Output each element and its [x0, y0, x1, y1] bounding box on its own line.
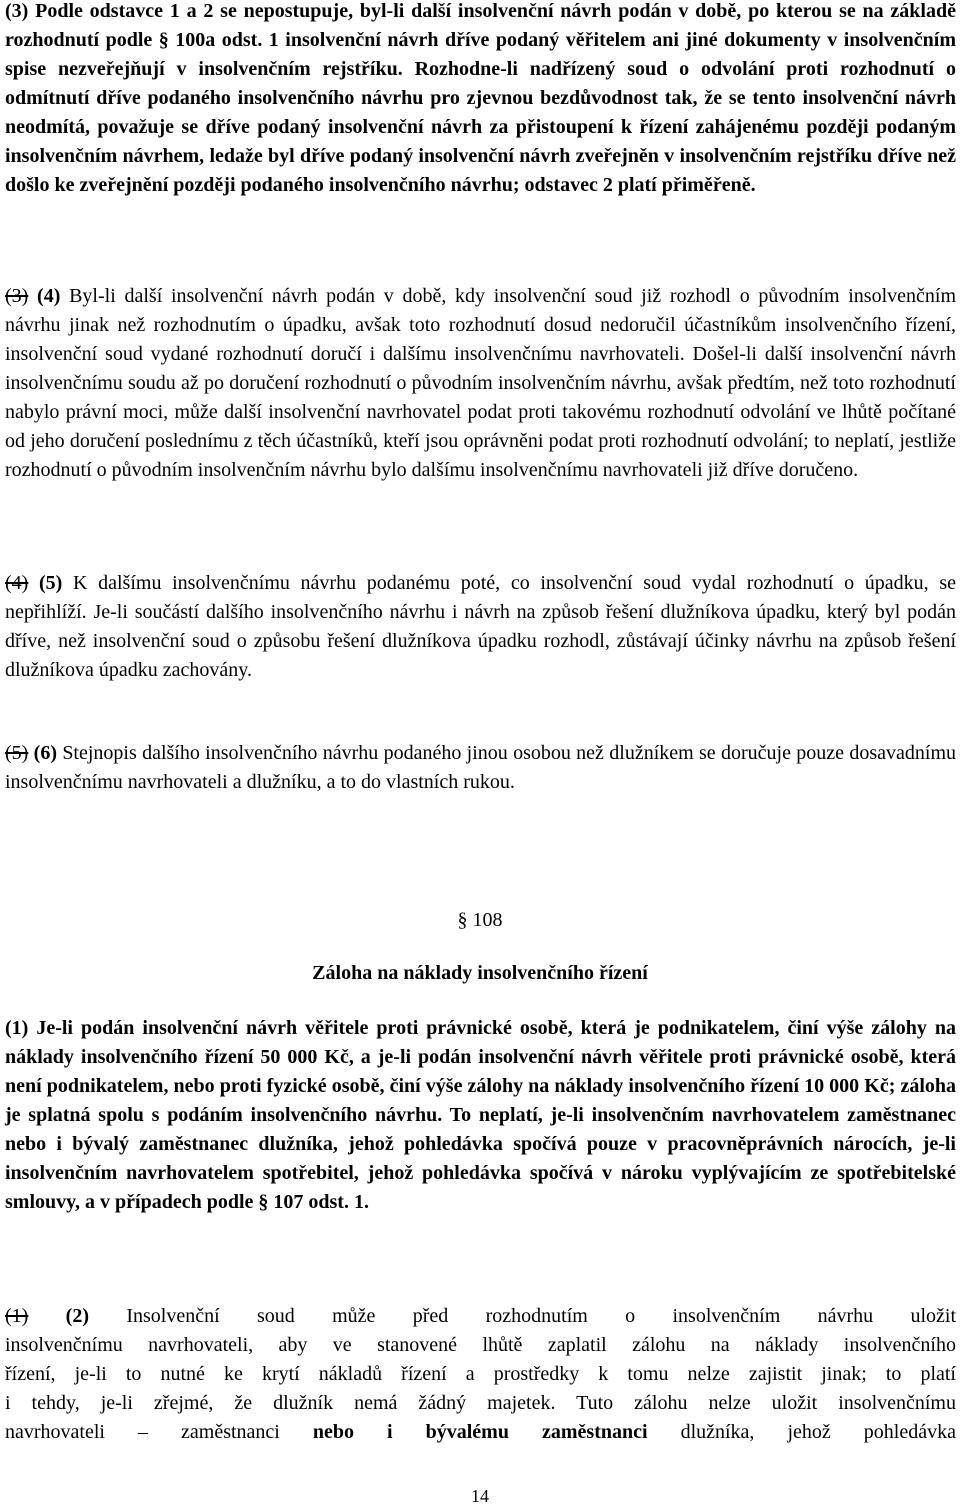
section-title: Záloha na náklady insolvenčního řízení [312, 962, 648, 984]
paragraph-6-text: Stejnopis dalšího insolvenčního návrhu podaného jinou osobou než dlužníkem se doručuje pouze dosavadnímu insolvenčnímu navrhovateli a dlužníku, a to do vlastních rukou. [5, 742, 957, 793]
section-108-paragraph-2 [5, 1302, 956, 1447]
new-number-2: (2) [65, 1305, 89, 1327]
paragraph-6 [5, 739, 956, 797]
paragraph-2-inserted-text: nebo i bývalému zaměstnanci [312, 1421, 648, 1443]
paragraph-2-line [5, 1302, 956, 1331]
old-number-3: (3) [5, 285, 29, 307]
paragraph-5 [5, 569, 956, 685]
paragraph-3-deleted: (3) Podle odstavce 1 a 2 se nepostupuje, byl-li další insolvenční návrh podán v době, po kterou se na základě rozhodnutí podle § 100a odst. 1 insolvenční návrh dříve podaný věřitelem ani jiné dokumenty v insolvenčním spise nezveřejňují v insolvenčním rejstříku. Rozhodne-li nadřízený soud o odvolání proti rozhodnutí o odmítnutí dříve podaného insolvenčního návrhu pro zjevnou bezdůvodnost tak, že se tento insolvenční návrh neodmítá, považuje se dříve podaný insolvenční návrh za přistoupení k řízení zahájenému později podaným insolvenčním návrhem, ledaže byl dříve podaný insolvenční návrh zveřejněn v insolvenčním rejstříku dříve než došlo ke zveřejnění později podaného insolvenčního návrhu; odstavec 2 platí přiměřeně. [5, 0, 956, 196]
old-number-5: (5) [5, 742, 29, 764]
paragraph-4-text: Byl-li další insolvenční návrh podán v době, kdy insolvenční soud již rozhodl o původním insolvenčním návrhu jinak než rozhodnutím o úpadku, avšak toto rozhodnutí dosud nedoručil účastníkům insolvenčního řízení, insolvenční soud vydané rozhodnutí doručí i dalšímu insolvenčnímu navrhovateli. Došel-li další insolvenční návrh insolvenčnímu soudu až po doručení rozhodnutí o původním insolvenčním návrhu, avšak předtím, než toto rozhodnutí nabylo právní moci, může další insolvenční navrhovatel podat proti takovému rozhodnutí odvolání ve lhůtě počítané od jeho doručení poslednímu z těch účastníků, kteří jsou oprávněni podat proti rozhodnutí odvolání; to neplatí, jestliže rozhodnutí o původním insolvenčním návrhu bylo dalšímu insolvenčnímu navrhovateli již dříve doručeno. [5, 285, 956, 481]
old-number-1: (1) [5, 1305, 29, 1327]
new-number-4: (4) [37, 285, 61, 307]
paragraph-2-last-line-end: dlužníka, jehož pohledávka [680, 1421, 956, 1443]
old-number-4: (4) [5, 572, 29, 594]
paragraph-2-line: insolvenčnímu navrhovateli, aby ve stanovené lhůtě zaplatil zálohu na náklady insolvenčního [5, 1334, 956, 1356]
paragraph-2-line [5, 1418, 956, 1447]
new-number-6: (6) [33, 742, 57, 764]
page-number: 14 [471, 1486, 489, 1506]
paragraph-5-text: K dalšímu insolvenčnímu návrhu podanému poté, co insolvenční soud vydal rozhodnutí o úpadku, se nepřihlíží. Je-li součástí dalšího insolvenčního návrhu i návrh na způsob řešení dlužníkova úpadku, který byl podán dříve, než insolvenční soud o způsobu řešení dlužníkova úpadku rozhodl, zůstávají účinky návrhu na způsob řešení dlužníkova úpadku zachovány. [5, 572, 957, 681]
section-number: § 108 [457, 909, 503, 931]
paragraph-4 [5, 282, 956, 485]
new-number-5: (5) [39, 572, 63, 594]
paragraph-2-line: řízení, je-li to nutné ke krytí nákladů řízení a prostředky k tomu nelze zajistit jinak; to platí [5, 1363, 956, 1385]
paragraph-2-line: i tehdy, je-li zřejmé, že dlužník nemá žádný majetek. Tuto zálohu nelze uložit insolvenčnímu [5, 1392, 956, 1414]
paragraph-2-line-1-text: Insolvenční soud může před rozhodnutím o insolvenčním návrhu uložit [126, 1305, 957, 1327]
section-108-paragraph-1: (1) Je-li podán insolvenční návrh věřitele proti právnické osobě, která je podnikatelem, činí výše zálohy na náklady insolvenčního řízení 50 000 Kč, a je-li podán insolvenční návrh věřitele proti právnické osobě, která není podnikatelem, nebo proti fyzické osobě, činí výše zálohy na náklady insolvenčního řízení 10 000 Kč; záloha je splatná spolu s podáním insolvenčního návrhu. To neplatí, je-li insolvenčním navrhovatelem zaměstnanec nebo i bývalý zaměstnanec dlužníka, jehož pohledávka spočívá pouze v pracovněprávních nárocích, je-li insolvenčním navrhovatelem spotřebitel, jehož pohledávka spočívá v nároku vyplývajícím ze spotřebitelské smlouvy, a v případech podle § 107 odst. 1. [5, 1017, 956, 1213]
paragraph-2-last-line-start: navrhovateli – zaměstnanci [5, 1421, 280, 1443]
